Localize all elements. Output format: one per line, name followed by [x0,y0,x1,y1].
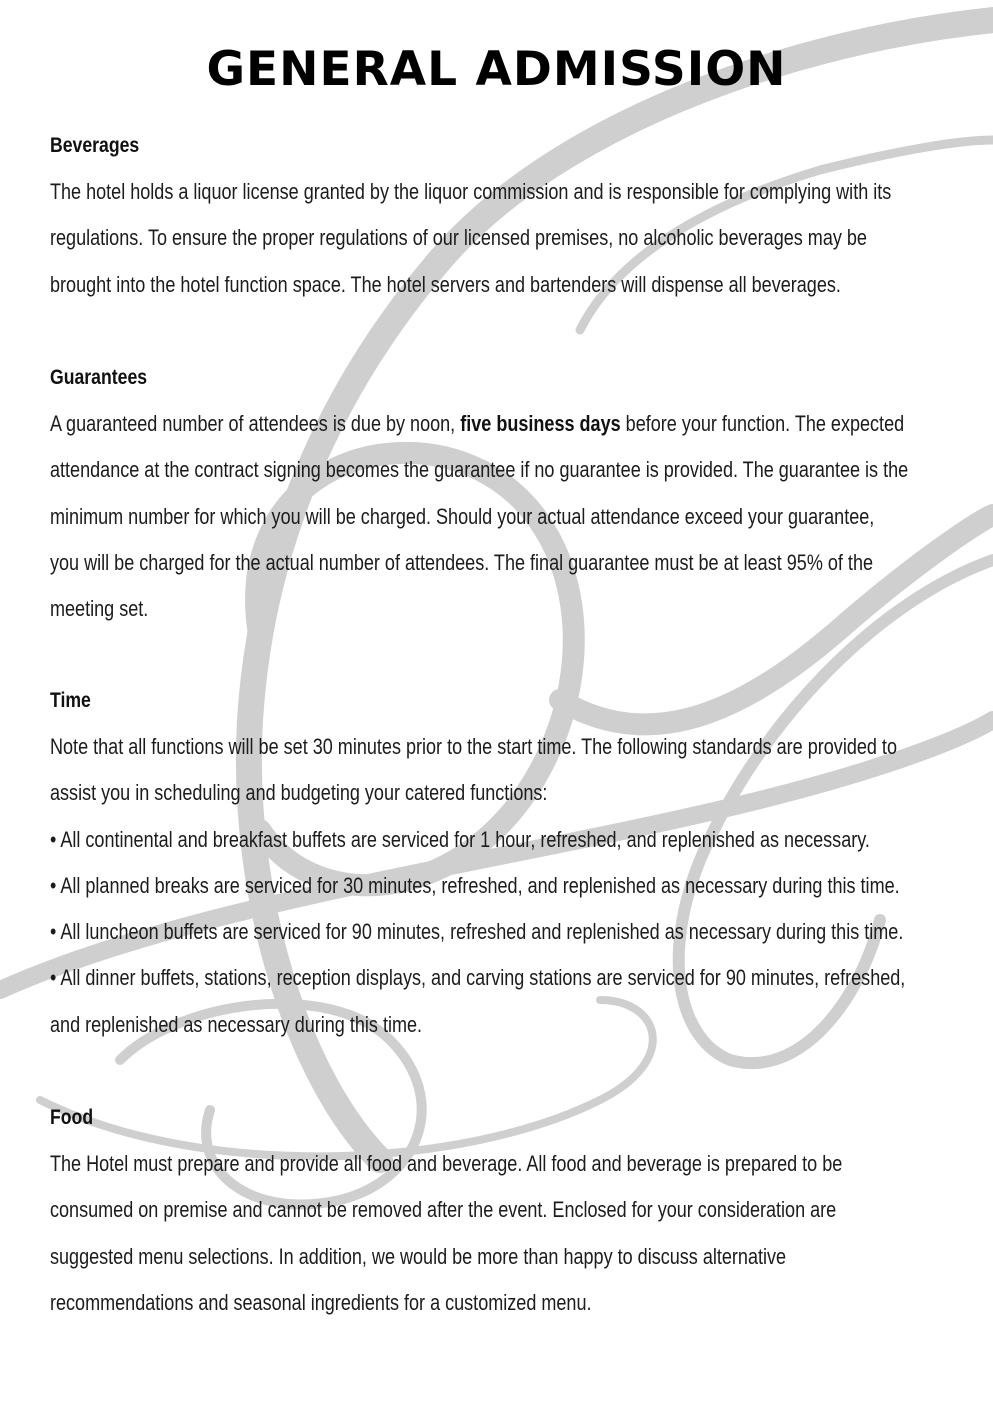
body-line: minimum number for which you will be charged. Should your actual attendance exceed your guarantee, [50,503,875,529]
body-line: you will be charged for the actual number of attendees. The final guarantee must be at least 95% of the [50,549,874,575]
section-beverages [50,133,950,308]
section-heading-beverages: Beverages [50,134,140,157]
section-body-beverages [50,169,952,308]
bullet-item: • All planned breaks are serviced for 30 minutes, refreshed, and replenished as necessary during this time. [50,872,900,898]
body-line: assist you in scheduling and budgeting your catered functions: [50,780,548,806]
bullet-item: • All dinner buffets, stations, reception displays, and carving stations are serviced for 90 minutes, refreshed, [50,965,906,991]
body-line [50,401,952,447]
section-heading-guarantees: Guarantees [50,366,148,389]
body-line: and replenished as necessary during this time. [50,1011,423,1037]
body-line: regulations. To ensure the proper regulations of our licensed premises, no alcoholic beverages may be [50,225,867,251]
section-body-time [50,724,952,1048]
body-line: suggested menu selections. In addition, we would be more than happy to discuss alternative [50,1243,787,1269]
bullet-item: • All continental and breakfast buffets are serviced for 1 hour, refreshed, and replenished as necessary. [50,826,870,852]
section-body-food [50,1141,952,1326]
body-line: attendance at the contract signing becomes the guarantee if no guarantee is provided. The guarantee is the [50,457,909,483]
section-guarantees [50,365,950,632]
body-line: consumed on premise and cannot be removed after the event. Enclosed for your consideration are [50,1197,837,1223]
body-line: Note that all functions will be set 30 minutes prior to the start time. The following standards are provided to [50,734,897,759]
body-text: before your function. The expected [620,411,905,436]
section-heading-food: Food [50,1106,94,1129]
body-text: A guaranteed number of attendees is due by noon, [50,411,461,436]
emphasis-text: five business days [460,411,621,436]
section-time [50,688,950,1048]
section-food [50,1105,950,1326]
body-line: brought into the hotel function space. The hotel servers and bartenders will dispense all beverages. [50,271,841,297]
body-line: The hotel holds a liquor license granted by the liquor commission and is responsible for complying with its [50,179,892,204]
bullet-item: • All luncheon buffets are serviced for 90 minutes, refreshed and replenished as necessary during this time. [50,919,904,945]
section-body-guarantees [50,401,952,632]
body-line: meeting set. [50,596,149,622]
body-line: The Hotel must prepare and provide all food and beverage. All food and beverage is prepared to be [50,1151,843,1176]
section-heading-time: Time [50,689,91,712]
page-title: GENERAL ADMISSION [206,42,787,97]
body-line: recommendations and seasonal ingredients for a customized menu. [50,1289,592,1315]
